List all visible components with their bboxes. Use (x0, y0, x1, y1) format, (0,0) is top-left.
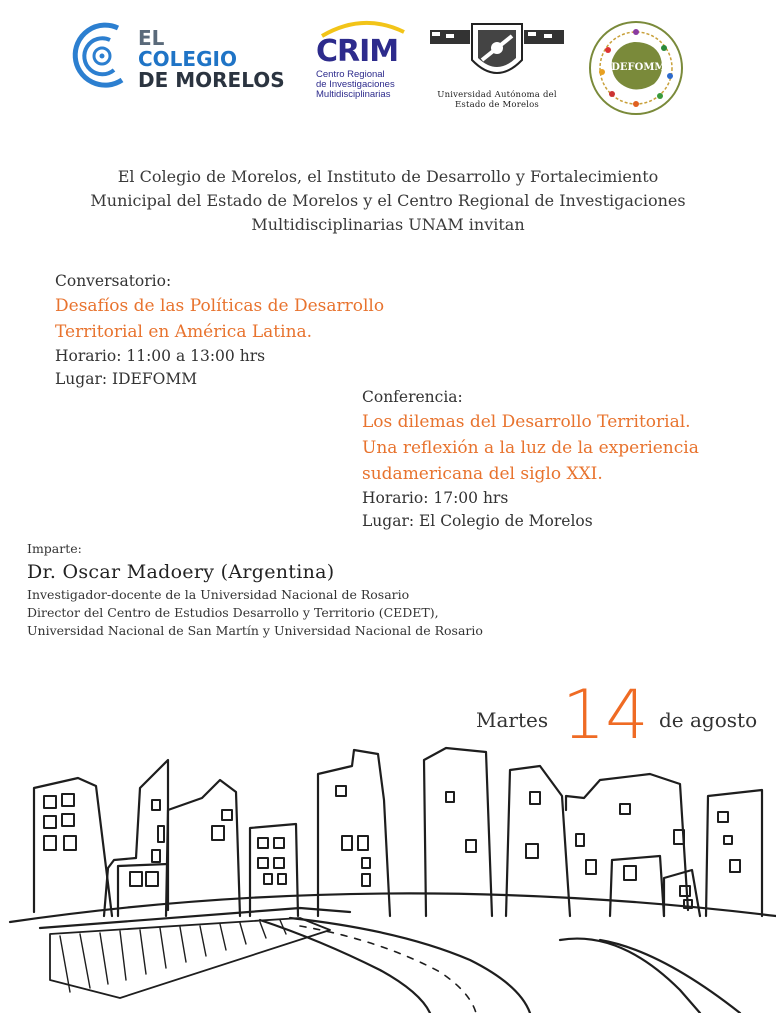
colegio-logo-line2: COLEGIO (138, 47, 237, 71)
speaker-credential-2: Director del Centro de Estudios Desarrollo y Territorio (CEDET), (27, 605, 439, 620)
conversatorio-title-1: Desafíos de las Políticas de Desarrollo (55, 296, 385, 316)
speaker-credential-1: Investigador-docente de la Universidad Nacional de Rosario (27, 587, 410, 602)
conferencia-lugar: Lugar: El Colegio de Morelos (362, 512, 593, 530)
cityscape-illustration (0, 740, 776, 1013)
uaem-shield-icon (422, 20, 572, 86)
building-3 (166, 780, 240, 916)
colegio-de-morelos-logo (70, 18, 290, 98)
building-11 (706, 790, 762, 916)
uaem-logo (422, 20, 572, 116)
intro-line-1: El Colegio de Morelos, el Instituto de Desarrollo y Fortalecimiento (117, 167, 659, 186)
conferencia-title-3: sudamericana del siglo XXI. (362, 464, 603, 484)
road-branch (560, 939, 700, 1013)
conversatorio-block (55, 270, 475, 391)
crim-sub-line1: Centro Regional (316, 69, 385, 80)
uaem-line1: Universidad Autónoma del (437, 90, 557, 100)
building-6 (424, 748, 492, 916)
road-center-line (300, 926, 476, 1013)
conferencia-block (362, 386, 772, 533)
building-7 (506, 766, 570, 916)
building-5 (318, 750, 390, 916)
conversatorio-lugar: Lugar: IDEFOMM (55, 370, 198, 388)
colegio-logo-line3: DE MORELOS (138, 68, 285, 92)
crim-wordmark: CRIM (316, 34, 399, 69)
road-right-edge (290, 918, 530, 1013)
date-day: 14 (562, 676, 649, 755)
crim-logo (312, 18, 412, 110)
crim-sub-line2: de Investigaciones (316, 79, 395, 90)
horizon-line (10, 893, 776, 922)
uaem-line2: Estado de Morelos (455, 100, 539, 110)
conversatorio-horario: Horario: 11:00 a 13:00 hrs (55, 347, 266, 365)
intro-line-2: Municipal del Estado de Morelos y el Centro Regional de Investigaciones (90, 191, 686, 210)
building-9 (610, 856, 664, 916)
conferencia-title-2: Una reflexión a la luz de la experiencia (362, 438, 699, 458)
windows (44, 786, 740, 908)
speaker-block (27, 540, 747, 640)
road-branch-2 (600, 940, 740, 1013)
conversatorio-title-2: Territorial en América Latina. (55, 322, 313, 342)
speaker-name: Dr. Oscar Madoery (Argentina) (27, 561, 335, 583)
crim-sub-line3: Multidisciplinarias (316, 89, 391, 100)
speaker-credential-3: Universidad Nacional de San Martín y Universidad Nacional de Rosario (27, 623, 483, 638)
date-month: de agosto (659, 708, 758, 732)
spiral-icon (70, 18, 130, 98)
intro-line-3: Multidisciplinarias UNAM invitan (251, 215, 525, 234)
colegio-logo-line1: EL (138, 26, 165, 50)
idefomm-label: IDEFOMM (606, 62, 666, 73)
conferencia-label: Conferencia: (362, 388, 463, 406)
invitation-intro (40, 165, 736, 237)
conferencia-title-1: Los dilemas del Desarrollo Territorial. (362, 412, 691, 432)
conversatorio-label: Conversatorio: (55, 272, 172, 290)
speaker-label: Imparte: (27, 541, 82, 556)
date-weekday: Martes (476, 708, 549, 732)
idefomm-logo (588, 20, 684, 116)
conferencia-horario: Horario: 17:00 hrs (362, 489, 509, 507)
logo-bar (0, 0, 776, 130)
building-10 (664, 870, 700, 916)
